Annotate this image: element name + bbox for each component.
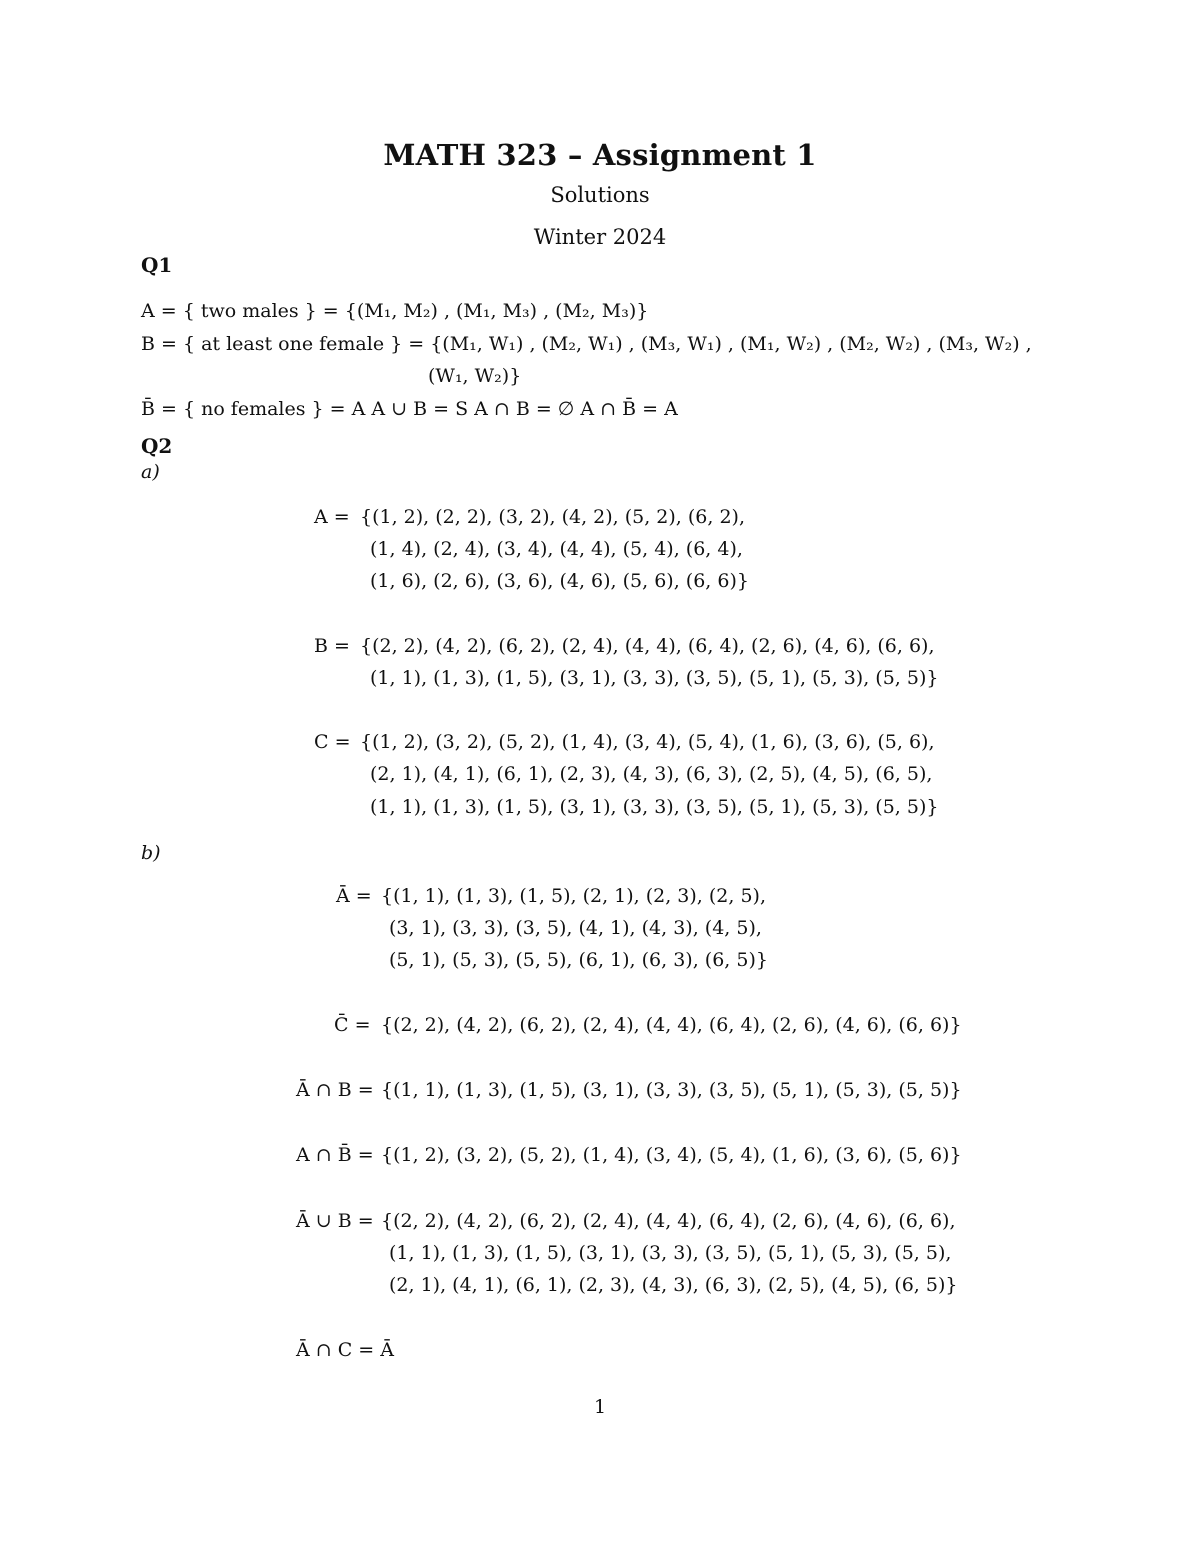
q2-b-abar-cup-b-row: (2, 1), (4, 1), (6, 1), (2, 3), (4, 3), (6, 3), (2, 5), (4, 5), (6, 5)} xyxy=(389,1274,958,1296)
q2-part-a-label: a) xyxy=(141,461,160,483)
q1-set-b-line2: (W₁, W₂)} xyxy=(428,365,522,387)
q2-heading: Q2 xyxy=(141,434,173,458)
q2-a-set-a-row: {(1, 2), (2, 2), (3, 2), (4, 2), (5, 2), (6, 2), xyxy=(360,506,746,528)
q1-set-relations: B̄ = { no females } = A A ∪ B = S A ∩ B = ∅ A ∩ B̄ = A xyxy=(141,398,678,420)
document-term: Winter 2024 xyxy=(533,225,667,249)
q2-a-set-a-row: (1, 4), (2, 4), (3, 4), (4, 4), (5, 4), (6, 4), xyxy=(370,538,743,560)
q2-a-set-c-lhs: C = xyxy=(314,731,351,753)
q2-b-a-cap-bbar-row: {(1, 2), (3, 2), (5, 2), (1, 4), (3, 4), (5, 4), (1, 6), (3, 6), (5, 6)} xyxy=(381,1144,962,1166)
document-title: MATH 323 – Assignment 1 xyxy=(383,138,817,172)
q2-part-b-label: b) xyxy=(141,842,161,864)
q2-a-set-b-row: (1, 1), (1, 3), (1, 5), (3, 1), (3, 3), (3, 5), (5, 1), (5, 3), (5, 5)} xyxy=(370,667,939,689)
q2-b-abar-cap-c: Ā ∩ C = Ā xyxy=(296,1339,394,1361)
q2-b-abar-cap-b-lhs: Ā ∩ B = xyxy=(296,1079,374,1101)
q2-b-abar-row: (3, 1), (3, 3), (3, 5), (4, 1), (4, 3), (4, 5), xyxy=(389,917,762,939)
q2-b-a-cap-bbar-lhs: A ∩ B̄ = xyxy=(296,1144,374,1166)
q2-a-set-a-row: (1, 6), (2, 6), (3, 6), (4, 6), (5, 6), (6, 6)} xyxy=(370,570,749,592)
q2-b-abar-row: (5, 1), (5, 3), (5, 5), (6, 1), (6, 3), (6, 5)} xyxy=(389,949,768,971)
q2-a-set-b-row: {(2, 2), (4, 2), (6, 2), (2, 4), (4, 4), (6, 4), (2, 6), (4, 6), (6, 6), xyxy=(360,635,935,657)
q2-b-cbar-row: {(2, 2), (4, 2), (6, 2), (2, 4), (4, 4), (6, 4), (2, 6), (4, 6), (6, 6)} xyxy=(381,1014,962,1036)
document-subtitle: Solutions xyxy=(550,183,650,207)
q1-set-a: A = { two males } = {(M₁, M₂) , (M₁, M₃) , (M₂, M₃)} xyxy=(141,300,649,322)
q2-b-abar-cup-b-lhs: Ā ∪ B = xyxy=(296,1210,374,1232)
q2-a-set-c-row: {(1, 2), (3, 2), (5, 2), (1, 4), (3, 4), (5, 4), (1, 6), (3, 6), (5, 6), xyxy=(360,731,935,753)
q1-set-b-line1: B = { at least one female } = {(M₁, W₁) , (M₂, W₁) , (M₃, W₁) , (M₁, W₂) , (M₂, W₂) , (M₃, W₂) , xyxy=(141,333,1032,355)
page-number: 1 xyxy=(593,1396,607,1418)
q2-b-abar-cup-b-row: {(2, 2), (4, 2), (6, 2), (2, 4), (4, 4), (6, 4), (2, 6), (4, 6), (6, 6), xyxy=(381,1210,956,1232)
q2-a-set-a-lhs: A = xyxy=(314,506,350,528)
q2-b-abar-row: {(1, 1), (1, 3), (1, 5), (2, 1), (2, 3), (2, 5), xyxy=(381,885,767,907)
q1-heading: Q1 xyxy=(141,253,173,277)
q2-a-set-c-row: (2, 1), (4, 1), (6, 1), (2, 3), (4, 3), (6, 3), (2, 5), (4, 5), (6, 5), xyxy=(370,763,933,785)
q2-a-set-b-lhs: B = xyxy=(314,635,350,657)
q2-b-cbar-lhs: C̄ = xyxy=(334,1014,371,1036)
q2-b-abar-cap-b-row: {(1, 1), (1, 3), (1, 5), (3, 1), (3, 3), (3, 5), (5, 1), (5, 3), (5, 5)} xyxy=(381,1079,962,1101)
q2-b-abar-lhs: Ā = xyxy=(336,885,372,907)
q2-b-abar-cup-b-row: (1, 1), (1, 3), (1, 5), (3, 1), (3, 3), (3, 5), (5, 1), (5, 3), (5, 5), xyxy=(389,1242,952,1264)
q2-a-set-c-row: (1, 1), (1, 3), (1, 5), (3, 1), (3, 3), (3, 5), (5, 1), (5, 3), (5, 5)} xyxy=(370,796,939,818)
